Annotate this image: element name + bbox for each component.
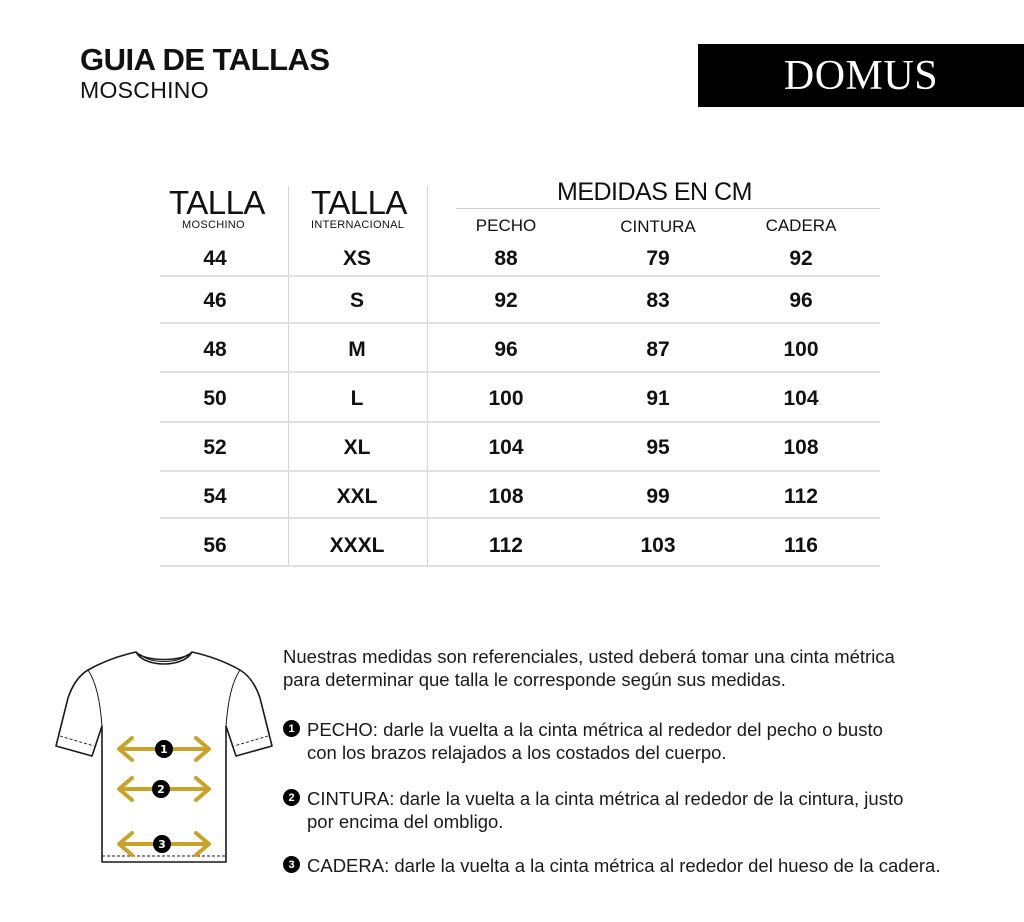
- cell-cadera: 100: [783, 338, 819, 361]
- cell-cadera: 92: [789, 247, 813, 270]
- row-divider: [160, 470, 880, 472]
- instruction-pecho: [307, 718, 997, 764]
- col-header-pecho: PECHO: [475, 216, 537, 235]
- column-divider: [427, 186, 428, 566]
- instruction-pecho-line1: PECHO: darle la vuelta a la cinta métrica al rededor del pecho o busto: [307, 719, 883, 740]
- intro-note-line1: Nuestras medidas son referenciales, usted deberá tomar una cinta métrica: [283, 646, 895, 667]
- cell-cadera: 104: [783, 387, 819, 410]
- cell-internacional: M: [348, 338, 366, 361]
- cell-talla: 52: [203, 436, 227, 459]
- page-subtitle: MOSCHINO: [80, 77, 209, 103]
- cell-talla: 54: [203, 485, 227, 508]
- cell-pecho: 96: [494, 338, 518, 361]
- cell-pecho: 112: [489, 534, 523, 557]
- group-header-rule: [456, 208, 880, 209]
- cell-talla: 46: [203, 289, 227, 312]
- cell-cintura: 99: [646, 485, 670, 508]
- cell-pecho: 104: [488, 436, 524, 459]
- instruction-cadera-line1: CADERA: darle la vuelta a la cinta métrica al rededor del hueso de la cadera.: [307, 855, 941, 876]
- cell-cintura: 87: [646, 338, 670, 361]
- tshirt-marker-1: 1: [160, 743, 168, 756]
- cell-talla: 48: [203, 338, 227, 361]
- cell-internacional: S: [349, 289, 365, 312]
- cell-cintura: 95: [646, 436, 670, 459]
- intro-note: [283, 645, 895, 691]
- instruction-cintura: [307, 787, 997, 833]
- intro-note-line2: para determinar que talla le corresponde según sus medidas.: [283, 669, 786, 690]
- group-header-medidas: MEDIDAS EN CM: [557, 178, 752, 206]
- instruction-cadera: [307, 854, 997, 877]
- cell-cintura: 83: [646, 289, 670, 312]
- cell-talla: 56: [203, 534, 227, 557]
- cell-cintura: 103: [640, 534, 676, 557]
- instruction-cintura-line2: por encima del ombligo.: [307, 811, 504, 832]
- row-divider: [160, 275, 880, 277]
- cell-internacional: L: [350, 387, 364, 410]
- row-divider: [160, 565, 880, 567]
- row-divider: [160, 371, 880, 373]
- cell-cadera: 116: [784, 534, 818, 557]
- col-header-talla: TALLA: [169, 184, 265, 221]
- cell-internacional: XXL: [336, 485, 378, 508]
- cell-pecho: 88: [494, 247, 518, 270]
- tshirt-marker-3: 3: [158, 838, 166, 851]
- cell-internacional: XL: [343, 436, 371, 459]
- cell-pecho: 100: [488, 387, 524, 410]
- cell-talla: 44: [203, 247, 227, 270]
- bullet-2-icon: 2: [283, 789, 300, 806]
- brand-logo: DOMUS: [698, 44, 1024, 107]
- col-header-cintura: CINTURA: [620, 217, 696, 236]
- cell-cadera: 96: [789, 289, 813, 312]
- cell-internacional: XXXL: [329, 534, 385, 557]
- cell-pecho: 108: [488, 485, 524, 508]
- row-divider: [160, 421, 880, 423]
- cell-pecho: 92: [494, 289, 518, 312]
- cell-talla: 50: [203, 387, 227, 410]
- col-header-internacional: TALLA: [311, 184, 407, 221]
- bullet-1-icon: 1: [283, 720, 300, 737]
- row-divider: [160, 322, 880, 324]
- cell-cadera: 108: [783, 436, 819, 459]
- col-header-cadera: CADERA: [765, 216, 837, 235]
- instruction-pecho-line2: con los brazos relajados a los costados del cuerpo.: [307, 742, 727, 763]
- cell-cintura: 79: [646, 247, 670, 270]
- cell-cadera: 112: [784, 485, 818, 508]
- instruction-cintura-line1: CINTURA: darle la vuelta a la cinta métrica al rededor de la cintura, justo: [307, 788, 904, 809]
- column-divider: [288, 186, 289, 566]
- tshirt-marker-2: 2: [157, 783, 165, 796]
- row-divider: [160, 517, 880, 519]
- page-title: GUIA DE TALLAS: [80, 42, 330, 77]
- cell-cintura: 91: [646, 387, 670, 410]
- col-header-talla-sub: MOSCHINO: [182, 219, 245, 231]
- bullet-3-icon: 3: [283, 856, 300, 873]
- tshirt-diagram-icon: [52, 640, 276, 868]
- cell-internacional: XS: [342, 247, 372, 270]
- col-header-internacional-sub: INTERNACIONAL: [311, 219, 405, 231]
